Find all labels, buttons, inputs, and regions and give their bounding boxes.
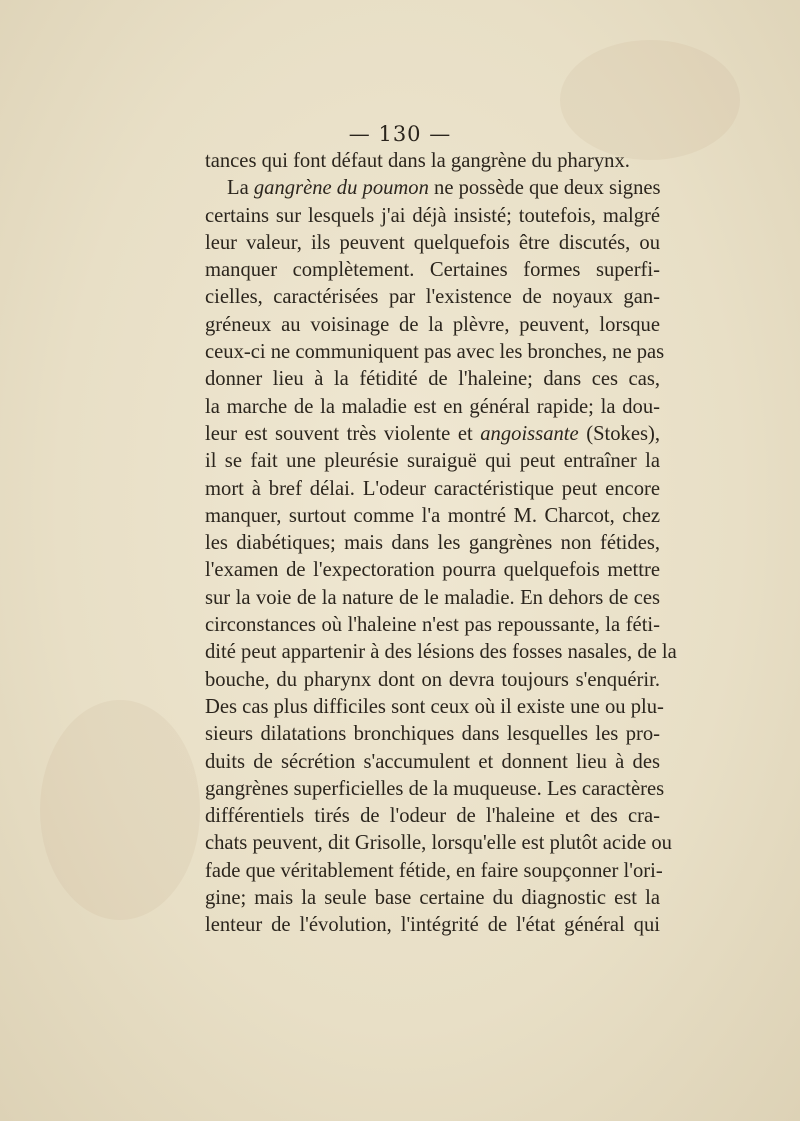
text-run: leur est souvent très violente et — [205, 422, 481, 445]
text-line — [205, 175, 660, 202]
text-line — [205, 257, 660, 284]
text-line — [205, 394, 660, 421]
text-run: ceux-ci ne communiquent pas avec les bronches, ne pas — [205, 341, 665, 364]
text-run: donner lieu à la fétidité de l'haleine; dans ces cas, — [205, 368, 660, 391]
text-line — [205, 830, 672, 857]
text-run: tances qui font défaut dans la gangrène du pharynx. — [205, 150, 630, 172]
text-run: certains sur lesquels j'ai déjà insisté; toutefois, malgré — [205, 204, 660, 227]
text-run: gréneux au voisinage de la plèvre, peuvent, lorsque — [205, 313, 660, 336]
text-line — [205, 557, 660, 584]
text-line — [205, 667, 660, 694]
text-line — [205, 448, 660, 475]
text-run: l'examen de l'expectoration pourra quelquefois mettre — [205, 559, 660, 582]
text-run: les diabétiques; mais dans les gangrènes non fétides, — [205, 532, 660, 555]
paper-stain — [40, 700, 200, 920]
text-line — [205, 148, 660, 175]
text-line — [205, 885, 660, 912]
text-line — [205, 612, 660, 639]
text-run: sieurs dilatations bronchiques dans lesquelles les pro- — [205, 723, 660, 746]
text-run: ne possède que deux signes — [428, 177, 661, 200]
text-run: circonstances où l'haleine n'est pas repoussante, la féti- — [205, 614, 660, 637]
text-run: duits de sécrétion s'accumulent et donnent lieu à des — [205, 750, 660, 773]
text-run: mort à bref délai. L'odeur caractéristique peut encore — [205, 477, 660, 500]
text-run: (Stokes), — [578, 422, 661, 445]
page-number: — 130 — — [348, 122, 452, 146]
text-line — [205, 585, 660, 612]
text-run: différentiels tirés de l'odeur de l'haleine et des cra- — [205, 805, 660, 828]
text-run: sur la voie de la nature de le maladie. En dehors de ces — [205, 586, 660, 609]
text-line — [205, 803, 660, 830]
text-line — [205, 639, 677, 666]
text-line — [205, 858, 663, 885]
text-run: manquer, surtout comme l'a montré M. Charcot, chez — [205, 504, 660, 527]
text-line — [205, 530, 660, 557]
italic-text: gangrène du poumon — [253, 177, 429, 200]
text-line — [205, 312, 660, 339]
text-run: cielles, caractérisées par l'existence de noyaux gan- — [205, 286, 660, 309]
text-run: dité peut appartenir à des lésions des fosses nasales, de la — [205, 641, 677, 664]
text-line — [205, 503, 660, 530]
text-run: bouche, du pharynx dont on devra toujours s'enquérir. — [205, 668, 660, 691]
text-line — [205, 230, 660, 257]
text-run: Des cas plus difficiles sont ceux où il existe une ou plu- — [205, 695, 664, 718]
text-line — [205, 721, 660, 748]
text-line — [205, 476, 660, 503]
text-line — [205, 284, 660, 311]
text-run: chats peuvent, dit Grisolle, lorsqu'elle est plutôt acide ou — [205, 832, 672, 855]
text-run: il se fait une pleurésie suraiguë qui peut entraîner la — [205, 450, 660, 473]
text-line — [205, 749, 660, 776]
text-run: gangrènes superficielles de la muqueuse. Les caractères — [205, 777, 665, 800]
text-run: la marche de la maladie est en général rapide; la dou- — [205, 395, 660, 418]
text-line — [205, 776, 665, 803]
text-run: lenteur de l'évolution, l'intégrité de l'état général qui — [205, 914, 660, 937]
text-run: fade que véritablement fétide, en faire soupçonner l'ori- — [205, 859, 663, 882]
body-text — [205, 148, 677, 940]
text-line — [205, 421, 660, 448]
text-line — [205, 339, 665, 366]
text-line — [205, 203, 660, 230]
text-line — [205, 366, 660, 393]
text-line — [205, 694, 664, 721]
text-run: manquer complètement. Certaines formes superfi- — [205, 259, 660, 282]
italic-text: angoissante — [480, 422, 579, 445]
text-run: gine; mais la seule base certaine du diagnostic est la — [205, 887, 660, 910]
text-run: La — [227, 177, 254, 200]
text-run: leur valeur, ils peuvent quelquefois être discutés, ou — [205, 231, 660, 254]
text-line — [205, 912, 660, 939]
